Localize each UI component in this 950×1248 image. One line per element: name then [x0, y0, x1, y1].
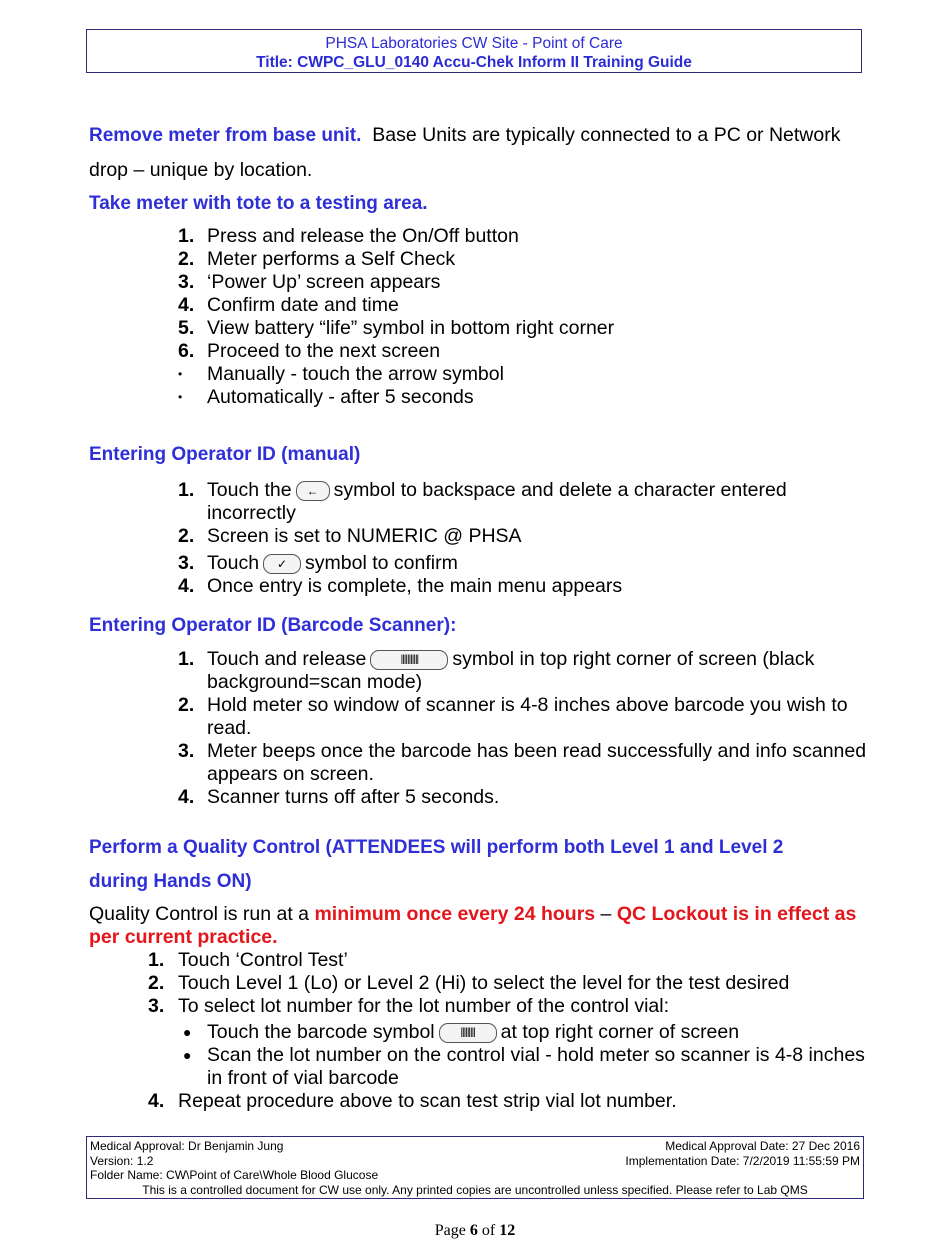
- qc-steps-list-continued: [89, 1090, 869, 1113]
- footer-version: Version: 1.2: [90, 1153, 154, 1168]
- take-meter-heading: Take meter with tote to a testing area.: [89, 193, 428, 214]
- quality-control-heading: Perform a Quality Control (ATTENDEES will perform both Level 1 and Level 2 during Hands ON): [89, 837, 784, 892]
- header-site: PHSA Laboratories CW Site - Point of Care: [325, 35, 623, 52]
- barcode-icon: |||||||||||: [370, 650, 448, 670]
- barcode-icon: |||||||||: [439, 1023, 497, 1043]
- list-item: 1. Press and release the On/Off button: [178, 225, 519, 247]
- list-item: 2. Screen is set to NUMERIC @ PHSA: [178, 525, 522, 547]
- list-item: 1. Touch and release ||||||||||| symbol in top right corner of screen (black background=scan mode): [178, 648, 815, 693]
- remove-meter-text: Base Units are typically connected to a PC or Network drop – unique by location.: [89, 124, 841, 181]
- footer-notice: This is a controlled document for CW use only. Any printed copies are uncontrolled unless specified. Please refer to Lab QMS: [142, 1182, 808, 1197]
- list-item: 4. Confirm date and time: [178, 294, 399, 316]
- footer-implementation-date: Implementation Date: 7/2/2019 11:55:59 PM: [625, 1153, 860, 1168]
- document-footer: [86, 1136, 864, 1199]
- list-item: 4. Repeat procedure above to scan test strip vial lot number.: [148, 1090, 677, 1112]
- list-item: 3. Meter beeps once the barcode has been read successfully and info scanned appears on screen.: [178, 740, 867, 785]
- list-item: 1. Touch the ← symbol to backspace and delete a character entered incorrectly: [178, 479, 787, 524]
- page-content: [89, 118, 869, 1113]
- remove-meter-paragraph: [89, 118, 869, 187]
- remove-meter-heading: Remove meter from base unit.: [89, 125, 362, 146]
- qc-intro: Quality Control is run at a minimum once every 24 hours – QC Lockout is in effect as per current practice.: [89, 903, 857, 948]
- footer-approval-date: Medical Approval Date: 27 Dec 2016: [665, 1139, 860, 1153]
- barcode-entry-steps: [89, 648, 869, 809]
- list-item: • Manually - touch the arrow symbol: [178, 363, 504, 385]
- footer-folder: Folder Name: CW\Point of Care\Whole Blood Glucose: [90, 1168, 379, 1182]
- list-item: 4. Once entry is complete, the main menu appears: [178, 575, 623, 597]
- list-item: ● Scan the lot number on the control vial - hold meter so scanner is 4-8 inches in front of vial barcode: [183, 1044, 865, 1089]
- qc-lockout-note: QC Lockout is in effect as per current practice.: [89, 903, 857, 948]
- list-item: 3. ‘Power Up’ screen appears: [178, 271, 441, 293]
- list-item: 6. Proceed to the next screen: [178, 340, 441, 362]
- backspace-arrow-icon: ←: [296, 481, 330, 501]
- list-item: 2. Touch Level 1 (Lo) or Level 2 (Hi) to select the level for the test desired: [148, 972, 790, 994]
- list-item: • Automatically - after 5 seconds: [178, 386, 474, 408]
- manual-entry-heading: Entering Operator ID (manual): [89, 444, 361, 465]
- list-item: 2. Hold meter so window of scanner is 4-8 inches above barcode you wish to read.: [178, 694, 848, 739]
- startup-steps-list: [89, 225, 869, 409]
- list-item: 2. Meter performs a Self Check: [178, 248, 456, 270]
- list-item: 1. Touch ‘Control Test’: [148, 949, 348, 971]
- header-title: Title: CWPC_GLU_0140 Accu-Chek Inform II Training Guide: [256, 54, 692, 71]
- manual-entry-steps: [89, 479, 869, 598]
- footer-approval: Medical Approval: Dr Benjamin Jung: [90, 1139, 284, 1153]
- checkmark-icon: ✓: [263, 554, 301, 574]
- list-item: 3. To select lot number for the lot number of the control vial:: [148, 995, 669, 1017]
- list-item: 5. View battery “life” symbol in bottom right corner: [178, 317, 615, 339]
- list-item: 3. Touch ✓ symbol to confirm: [178, 552, 458, 574]
- page-number: Page 6 of 12: [434, 1222, 516, 1239]
- list-item: 4. Scanner turns off after 5 seconds.: [178, 786, 500, 808]
- qc-frequency: minimum once every 24 hours: [314, 903, 596, 925]
- barcode-entry-heading: Entering Operator ID (Barcode Scanner):: [89, 615, 457, 636]
- qc-sub-bullets: [89, 1021, 869, 1090]
- document-header: [86, 29, 862, 73]
- qc-steps-list: [89, 949, 869, 1018]
- list-item: ● Touch the barcode symbol ||||||||| at top right corner of screen: [183, 1021, 740, 1043]
